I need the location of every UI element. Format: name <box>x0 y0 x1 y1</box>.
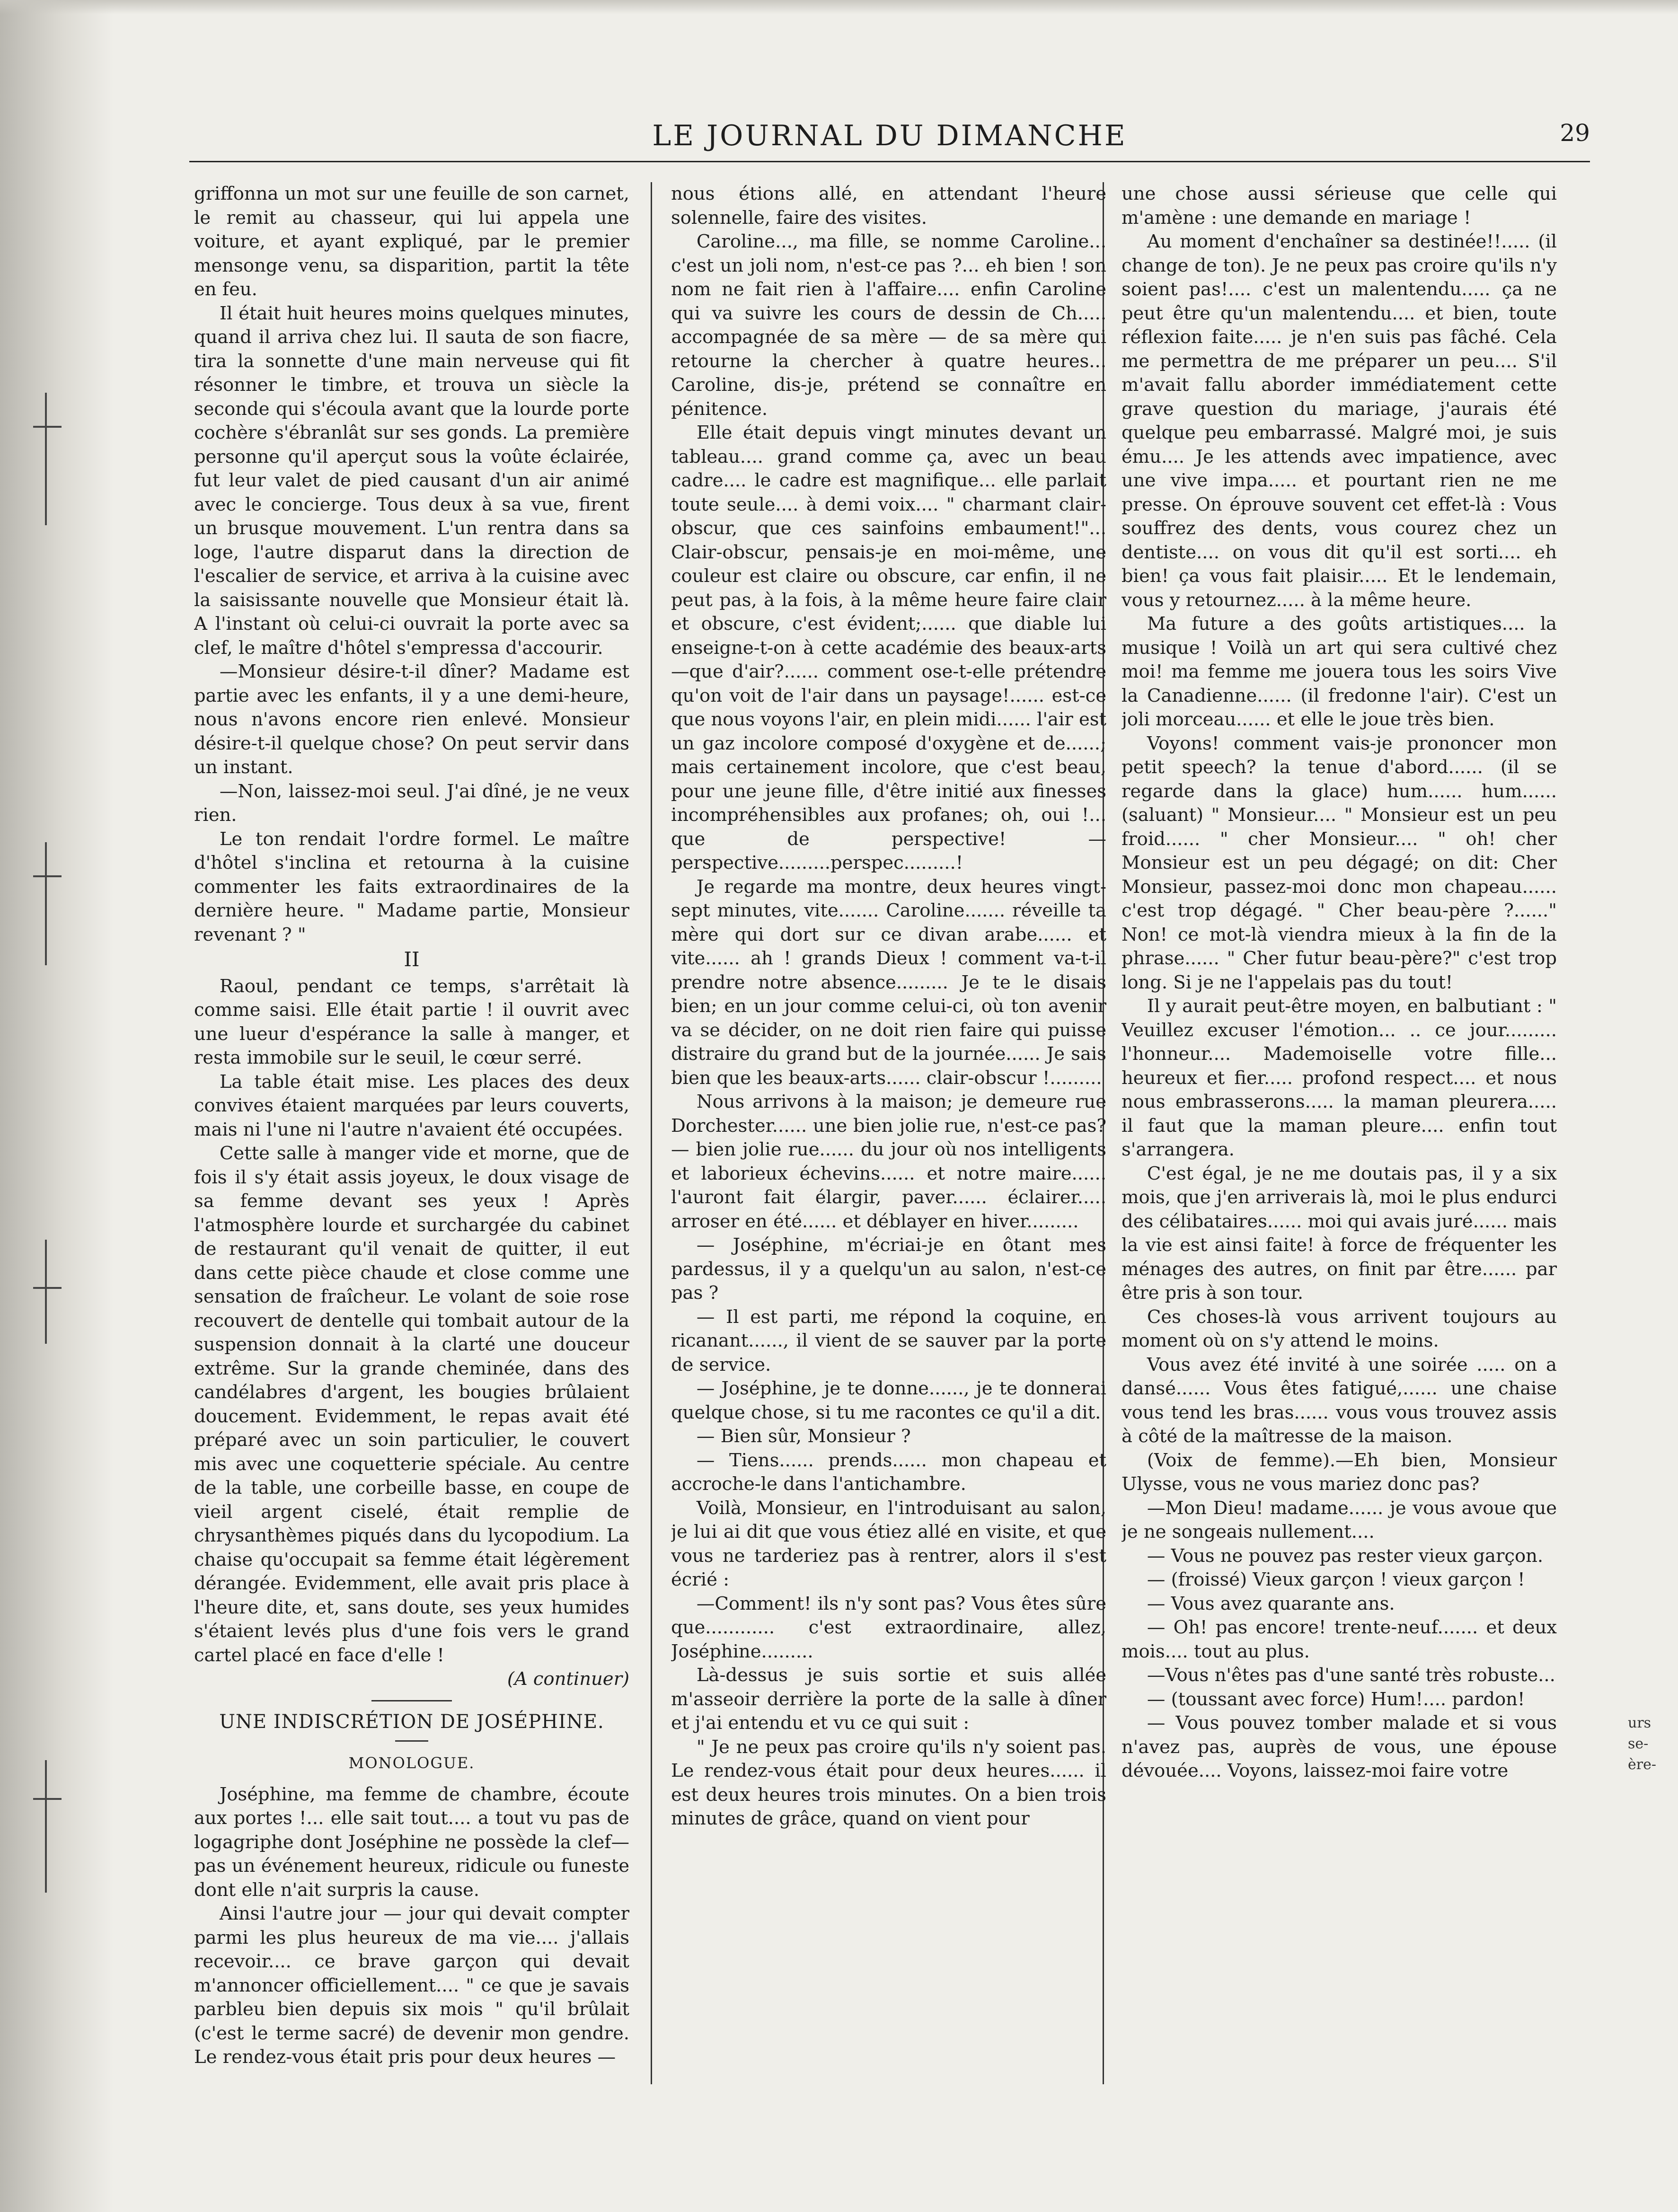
fragment-line: ère- <box>1628 1756 1656 1773</box>
paragraph: —Non, laissez-moi seul. J'ai dîné, je ne veux rien. <box>194 780 629 826</box>
paragraph: Là-dessus je suis sortie et suis allée m'asseoir derrière la porte de la salle à dîner et j'ai entendu et vu ce qui suit : <box>671 1665 1106 1734</box>
paragraph: — (froissé) Vieux garçon ! vieux garçon ! <box>1147 1569 1525 1590</box>
fragment-line: urs <box>1628 1715 1652 1731</box>
paragraph: C'est égal, je ne me doutais pas, il y a six mois, que j'en arriverais là, moi le plus endurci des célibataires...... moi qui avais juré...... mais la vie est ainsi faite! à force de fréquenter les ménages des autres, on finit par être...... par être pris à son tour. <box>1122 1163 1557 1304</box>
paragraph: nous étions allé, en attendant l'heure solennelle, faire des visites. <box>671 183 1106 229</box>
paragraph: Joséphine, ma femme de chambre, écoute aux portes !... elle sait tout.... a tout vu pas de logagriphe dont Joséphine ne possède la clef—pas un événement heureux, ridicule ou funeste dont elle n'ait surpris la cause. <box>194 1783 629 1901</box>
page-header <box>189 119 1590 152</box>
paragraph: Le ton rendait l'ordre formel. Le maître d'hôtel s'inclina et retourna à la cuisine commenter les faits extraordinaires de la dernière heure. " Madame partie, Monsieur revenant ? " <box>194 828 629 945</box>
paragraph: Caroline..., ma fille, se nomme Caroline... c'est un joli nom, n'est-ce pas ?... eh bien ! son nom ne fait rien à l'affaire.... enfin Caroline qui va suivre les cours de dessin de Ch..... accompagnée de sa mère — de sa mère qui retourne la chercher à quatre heures... Caroline, dis-je, prétend se connaître en pénitence. <box>671 231 1106 420</box>
paragraph: Ces choses-là vous arrivent toujours au moment où on s'y attend le moins. <box>1122 1306 1557 1351</box>
column-3 <box>1122 182 1557 2098</box>
paragraph: — Vous pouvez tomber malade et si vous n'avez pas, auprès de vous, une épouse dévouée.... Voyons, laissez-moi faire votre <box>1122 1712 1557 1781</box>
binding-mark <box>45 393 47 525</box>
binding-mark <box>45 1240 47 1344</box>
paragraph: (Voix de femme).—Eh bien, Monsieur Ulysse, vous ne vous mariez donc pas? <box>1122 1449 1557 1495</box>
page-number: 29 <box>1560 119 1590 147</box>
paragraph: Voilà, Monsieur, en l'introduisant au salon, je lui ai dit que vous étiez allé en visite, et que vous ne tarderiez pas à rentrer, alors il s'est écrié : <box>671 1497 1106 1590</box>
binding-tick <box>33 875 62 877</box>
paragraph: Je regarde ma montre, deux heures vingt-sept minutes, vite....... Caroline....... réveille ta mère qui dort sur ce divan arabe...... et vite...... ah ! grands Dieux ! comment va-t-il prendre notre absence......... Je te le disais bien; en un jour comme celui-ci, où ton avenir va se décider, on ne doit rien faire qui puisse distraire du grand but de la journée...... Je sais bien que les beaux-arts...... clair-obscur !......... <box>671 876 1106 1089</box>
paragraph: — Joséphine, m'écriai-je en ôtant mes pardessus, il y a quelqu'un au salon, n'est-ce pas ? <box>671 1234 1106 1304</box>
paragraph: — Il est parti, me répond la coquine, en ricanant......, il vient de se sauver par la porte de service. <box>671 1306 1106 1375</box>
paragraph: Au moment d'enchaîner sa destinée!!..... (il change de ton). Je ne peux pas croire qu'ils n'y soient pas!.... c'est un malentendu..... ça ne peut être qu'un malentendu.... et bien, toute réflexion faite..... je n'en suis pas fâché. Cela me permettra de me préparer un peu.... S'il m'avait fallu aborder immédiatement cette grave question du mariage, j'aurais été quelque peu embarrassé. Malgré moi, je suis ému.... Je les attends avec impatience, avec une vive impa..... et pourtant rien ne me presse. On éprouve souvent cet effet-là : Vous souffrez des dents, vous courez chez un dentiste.... on vous dit qu'il est sorti.... eh bien! ça vous fait plaisir..... Et le lendemain, vous y retournez..... à la même heure. <box>1122 231 1557 611</box>
column-2 <box>671 182 1106 2098</box>
to-be-continued: (A continuer) <box>507 1668 629 1690</box>
fragment-line: se- <box>1628 1736 1649 1752</box>
binding-mark <box>45 842 47 965</box>
paragraph: — Vous ne pouvez pas rester vieux garçon. <box>1147 1545 1544 1567</box>
paragraph: La table était mise. Les places des deux convives étaient marquées par leurs couverts, mais ni l'une ni l'autre n'avaient été occupées. <box>194 1071 629 1140</box>
paragraph: Ma future a des goûts artistiques.... la musique ! Voilà un art qui sera cultivé chez moi! ma femme me jouera tous les soirs Vive la Canadienne...... (il fredonne l'air). C'est un joli morceau...... et elle le joue très bien. <box>1122 613 1557 730</box>
adjacent-page-fragment <box>1628 1713 1670 1775</box>
paragraph: une chose aussi sérieuse que celle qui m'amène : une demande en mariage ! <box>1122 183 1557 229</box>
binding-tick <box>33 426 62 428</box>
column-1 <box>194 182 629 2098</box>
title-divider <box>395 1740 428 1742</box>
binding-tick <box>33 1798 62 1800</box>
page-scan-shadow <box>0 0 114 2212</box>
paragraph: —Monsieur désire-t-il dîner? Madame est partie avec les enfants, il y a une demi-heure, nous n'avons encore rien enlevé. Monsieur désire-t-il quelque chose? On peut servir dans un instant. <box>194 661 629 778</box>
paragraph: —Comment! ils n'y sont pas? Vous êtes sûre que............ c'est extraordinaire, allez, Joséphine......... <box>671 1593 1106 1662</box>
header-rule <box>189 161 1590 162</box>
paragraph: —Mon Dieu! madame...... je vous avoue que je ne songeais nullement.... <box>1122 1497 1557 1542</box>
paragraph: —Vous n'êtes pas d'une santé très robuste... <box>1147 1665 1555 1686</box>
paragraph: — (toussant avec force) Hum!.... pardon! <box>1147 1688 1525 1710</box>
paragraph: — Bien sûr, Monsieur ? <box>696 1426 911 1447</box>
paragraph: Il était huit heures moins quelques minutes, quand il arriva chez lui. Il sauta de son fiacre, tira la sonnette d'une main nerveuse qui fit résonner le timbre, et trouva un siècle la seconde qui s'écoula avant que la lourde porte cochère s'ébranlât sur ses gonds. La première personne qu'il aperçut sous la voûte éclairée, fut leur valet de pied causant d'un air animé avec le concierge. Tous deux à sa vue, firent un brusque mouvement. L'un rentra dans sa loge, l'autre disparut dans la direction de l'escalier de service, et arriva à la cuisine avec la saisissante nouvelle que Monsieur était là. A l'instant où celui-ci ouvrait la porte avec sa clef, le maître d'hôtel s'empressa d'accourir. <box>194 302 629 659</box>
paragraph: Nous arrivons à la maison; je demeure rue Dorchester...... une bien jolie rue, n'est-ce pas? — bien jolie rue...... du jour où nos intelligents et laborieux échevins...... et notre maire...... l'auront fait élargir, paver...... éclairer..... arroser en été...... et déblayer en hiver......... <box>671 1091 1106 1232</box>
paragraph: " Je ne peux pas croire qu'ils n'y soient pas. Le rendez-vous était pour deux heures...... il est deux heures trois minutes. On a bien trois minutes de grâce, quand on vient pour <box>671 1736 1106 1829</box>
paragraph: griffonna un mot sur une feuille de son carnet, le remit au chasseur, qui lui appela une voiture, et ayant expliqué, par le premier mensonge venu, sa disparition, partit la tête en feu. <box>194 183 629 300</box>
paragraph: Elle était depuis vingt minutes devant un tableau.... grand comme ça, avec un beau cadre.... le cadre est magnifique... elle parlait toute seule.... à demi voix.... " charmant clair-obscur, que ces sainfoins embaument!"... Clair-obscur, pensais-je en moi-même, une couleur est claire ou obscure, car enfin, il ne peut pas, à la fois, à la même heure faire clair et obscure, c'est évident;...... que diable lui enseigne-t-on à cette académie des beaux-arts—que d'air?...... comment ose-t-elle prétendre qu'on voit de l'air dans un paysage!...... est-ce que nous voyons l'air, en plein midi...... l'air est un gaz incolore composé d'oxygène et de......; mais certainement incolore, que c'est beau, pour une jeune fille, d'être initié aux finesses incompréhensibles aux profanes; oh, oui !... que de perspective! — perspective.........perspec.........! <box>671 422 1106 873</box>
page-top-shadow <box>0 0 1678 14</box>
paragraph: Il y aurait peut-être moyen, en balbutiant : " Veuillez excuser l'émotion... .. ce jour......... l'honneur.... Mademoiselle votre fille... heureux et fier..... profond respect.... et nous nous embrasserons..... la maman pleurera..... il faut que la maman pleure.... enfin tout s'arrangera. <box>1122 996 1557 1160</box>
paragraph: Voyons! comment vais-je prononcer mon petit speech? la tenue d'abord...... (il se regarde dans la glace) hum...... hum...... (saluant) " Monsieur.... " Monsieur est un peu froid...... " cher Monsieur.... " oh! cher Monsieur est un peu dégagé; on dit: Cher Monsieur, passez-moi donc mon chapeau...... c'est trop dégagé. " Cher beau-père ?......" Non! ce mot-là viendra mieux à la fin de la phrase...... " Cher futur beau-père?" c'est trop long. Si je ne l'appelais pas du tout! <box>1122 732 1557 993</box>
paragraph: — Joséphine, je te donne......, je te donnerai quelque chose, si tu me racontes ce qu'il a dit. <box>671 1378 1106 1423</box>
journal-title: LE JOURNAL DU DIMANCHE <box>652 119 1127 152</box>
paragraph: Vous avez été invité à une soirée ..... on a dansé...... Vous êtes fatigué,...... une chaise vous tend les bras...... vous vous trouvez assis à côté de la maîtresse de la maison. <box>1122 1354 1557 1447</box>
paragraph: — Oh! pas encore! trente-neuf....... et deux mois.... tout au plus. <box>1122 1617 1557 1662</box>
story-title: UNE INDISCRÉTION DE JOSÉPHINE. <box>219 1710 604 1733</box>
paragraph: Ainsi l'autre jour — jour qui devait compter parmi les plus heureux de ma vie.... j'allais recevoir.... ce brave garçon qui devait m'annoncer officiellement.... " ce que je savais parbleu bien depuis six mois " qu'il brûlait (c'est le terme sacré) de devenir mon gendre. Le rendez-vous était pris pour deux heures — <box>194 1903 629 2068</box>
binding-mark <box>45 1760 47 1893</box>
paragraph: Raoul, pendant ce temps, s'arrêtait là comme saisi. Elle était partie ! il ouvrit avec une lueur d'espérance la salle à manger, et resta immobile sur le seuil, le cœur serré. <box>194 975 629 1068</box>
section-number: II <box>404 948 420 971</box>
column-rule <box>651 182 652 2084</box>
paragraph: — Vous avez quarante ans. <box>1147 1593 1395 1614</box>
story-subtitle: MONOLOGUE. <box>348 1754 475 1772</box>
paragraph: Cette salle à manger vide et morne, que de fois il s'y était assis joyeux, le doux visage de sa femme devant ses yeux ! Après l'atmosphère lourde et surchargée du cabinet de restaurant qu'il venait de quitter, il eut dans cette pièce chaude et close comme une sensation de fraîcheur. Le volant de soie rose recouvert de dentelle qui tombait autour de la suspension donnait à la clarté une douceur extrême. Sur la grande cheminée, dans des candélabres d'argent, les bougies brûlaient doucement. Evidemment, le repas avait été préparé avec un soin particulier, le couvert mis avec une coquetterie spéciale. Au centre de la table, une corbeille basse, en coupe de vieil argent ciselé, était remplie de chrysanthèmes piqués dans du lycopodium. La chaise qu'occupait sa femme était légèrement dérangée. Evidemment, elle avait pris place à l'heure dite, et, sans doute, ses yeux humides s'étaient levés plus d'une fois vers le grand cartel placé en face d'elle ! <box>194 1143 629 1666</box>
paragraph: — Tiens...... prends...... mon chapeau et accroche-le dans l'antichambre. <box>671 1449 1106 1495</box>
story-divider <box>371 1700 452 1701</box>
binding-tick <box>33 1287 62 1289</box>
